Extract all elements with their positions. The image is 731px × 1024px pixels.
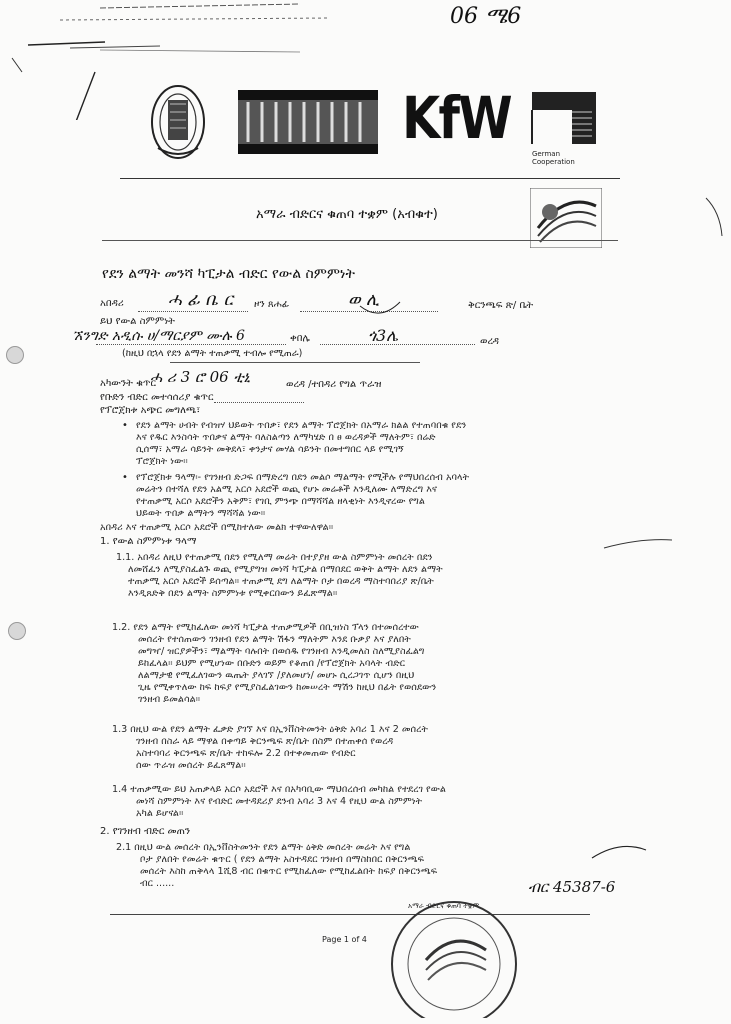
clause-line: አስተባባሪ ቅርንጫፍ ጽ/ቤት ተከፍሎ 2.2 በተቀመጠው የብድር	[136, 748, 356, 759]
group-number-label: የቡድን ብድር መተሳሰሪያ ቁጥር	[100, 392, 214, 403]
clause-line: 1.2. የደን ልማት የሚከፈለው መነሻ ካፒታል ተጠቃሚዎች በቢዝነስ ፕላን በተመሰረተው	[112, 622, 419, 633]
intro-clause: አበዳሪ እና ተጠቃሚ አርሶ አደሮች በሚከተለው መልክ ተዋውለዋል።	[100, 522, 334, 533]
branch-label: ቅርንጫፍ ጽ/ ቤት	[468, 300, 534, 311]
zone-value: ወ ሊ	[348, 290, 380, 310]
project-purpose-label: የፕሮጀክቱ አጭር መግለጫ፣	[100, 405, 201, 416]
clause-line: ገንዘብ ይመልሳል።	[138, 694, 201, 705]
clause-line: ሰው ጥራዝ መሰረት ይፈጸማል።	[136, 760, 246, 771]
kebele-value: ጎ3ሌ	[368, 326, 399, 345]
clause-line: ቦታ ያለበት የመሬት ቁጥር ( የደን ልማት አስተዳደር ገንዘብ በማስከበር በቅርንጫፍ	[140, 854, 424, 865]
bullet-2-line: መሬትን በተሻለ የደን አልሚ አርሶ አደሮች ወጪ የሆኑ መሬቶች እንዲለሙ ለማድረግ እና	[136, 484, 438, 495]
clause-line: 2.1 በዚህ ውል መሰረት በኢንቨስትመንት የደን ልማት ዕቅድ መሰረት መሬት እና የግል	[116, 842, 411, 853]
borrower-label: ይህ የውል ስምምነት	[100, 316, 175, 327]
bullet-2-line: የፕሮጀክቱ ዓላማ፡- የገንዘብ ድጋፍ በማድረግ በደን መልሶ ማልማት የሚችሉ የማህበረሰብ አባላት	[136, 472, 470, 483]
clause-line: መሰረት የተሰጠውን ገንዘብ የደን ልማት ሽፋን ማለትም እንደ ቡቃያ እና ያለበት	[138, 634, 411, 645]
document-title: የደን ልማት መንሻ ካፒታል ብድር የውል ስምምነት	[102, 266, 355, 282]
clause-line: ይከፈላል። ይህም የሚሆነው በቡድን ወይም የቆጠበ /የፕሮጀክት አባላት ብድር	[138, 658, 406, 669]
woreda-label: ወረዳ	[480, 336, 499, 347]
bullet-1-line: የደን ልማት ሀብት የብዝሃ ህይወት ጥበቃ፣ የደን ልማት ፕሮጀክት በአማራ ክልል የተጠባበቁ የደን	[136, 420, 467, 431]
lender-label: አበዳሪ	[100, 298, 124, 309]
footer-page-number: Page 1 of 4	[322, 935, 367, 944]
clause-line: ተጠቃሚ አርሶ አደሮች ይሰጣል። ተጠቃሚ ደግ ለልማት ቦታ በወረዳ ማስተባበሪያ ጽ/ቤት	[128, 576, 434, 587]
handwritten-total: ብር 45387-6	[528, 878, 616, 896]
clause-line: ለልማታዊ የሚፈለገውን ዉጤት ያላገኘ /ያለመሆነ/ መሆኑ ሲረጋገጥ ሲሆን በዚህ	[138, 670, 415, 681]
clause-line: መነሻ ስምምነት እና የብድር መተዳደሪያ ደንብ አባሪ 3 እና 4 የዚህ ውል ስምምነት	[136, 796, 423, 807]
zone-label: ዞን ጸሐፊ	[254, 299, 290, 310]
bullet-2-line: የተጠቃሚ አርሶ አደሮችን አቅም፣ የገቢ ምንጭ በማሻሻል ዘላቂነት እንዲኖረው የግል	[136, 496, 425, 507]
borrower-value: ኧንግድ አዲሱ ሀ/ማርያም ሙሉ 6	[72, 328, 245, 344]
bullet-2-line: ህይወት ጥበቃ ልማትን ማሻሻል ነው።	[136, 508, 266, 519]
clause-line: 1.1. አበዳሪ ለዚህ የተጠቃሚ በደን የሚለማ መሬት በተያያዘ ውል ስምምነት መሰረት በደን	[116, 552, 433, 563]
top-handwritten-number: 06 ሜ6	[450, 4, 522, 29]
clause-line: ለመሸፈን ለሚያስፈልጉ ወጪ የሚያግዝ መነሻ ካፒታል በማበደር ወቅት ልማት ለደን ልማት	[128, 564, 443, 575]
kfw-logo-text: KfW	[402, 84, 511, 152]
bullet-marker: •	[122, 472, 128, 483]
clause-line: አካል ይሆናል።	[136, 808, 184, 819]
clause-line: ብር ......	[140, 878, 175, 889]
bullet-1-line: ሲሰማ፣ አማራ ሳይንት መቅደላ፣ ቀንታና መሃል ሳይንት በመተግበር ላይ የሚገኝ	[136, 444, 404, 455]
clause-line: ጊዜ የሚቀጥለው ከፍ ከፍያ የሚያስፈልገውን ከመሠረት ማሽን ከዚህ በፊት የወሰደውን	[138, 682, 437, 693]
clause-line: 1.3 በዚህ ውል የደን ልማት ፈቃድ ያገኘ እና በኢንቨስትመንት ዕቅድ አባሪ 1 እና 2 መሰረት	[112, 724, 429, 735]
bullet-1-line: ፕሮጀክት ነው።	[136, 456, 188, 467]
account-suffix: ወረዳ /ተበዳሪ የግል ጥራዝ	[286, 379, 382, 390]
official-stamp	[382, 898, 532, 1018]
clause-line: መግዣ/ ዝርያዎችን፣ ማልማት ባሉበት በወሰዱ የገንዘብ እንዲመለስ ስለሚያስፈልግ	[138, 646, 425, 657]
stamp-text: አማራ ብድርና ቁጠባ ተቋም	[408, 902, 480, 910]
clause-line: ገንዘብ በስራ ላይ ማዋል በቀጣይ ቅርንጫፍ ጽ/ቤት በስም በተጠቀሰ የወረዳ	[136, 736, 394, 747]
account-value: ሓ ሪ 3 ሮ 06 ቲኒ	[150, 368, 250, 386]
kebele-label: ቀበሌ	[290, 333, 310, 344]
section-2-title: 2. የገንዘብ ብድር መጠን	[100, 826, 191, 837]
clause-line: 1.4 ተጠቃሚው ይህ አጠቃላይ አርሶ አደሮች እና በአካባቢው ማህበረሰብ መካከል የተደረገ የውል	[112, 784, 447, 795]
field-note: (ከዚህ በኋላ የደን ልማት ተጠቃሚ ተብሎ የሚጠራ)	[122, 348, 303, 359]
organization-title: አማራ ብድርና ቁጠባ ተቋም (አብቁተ)	[256, 207, 438, 222]
clause-line: መሰረት እስከ ጠቅላላ 1ሺ8 ብር በቁጥር የሚከፈለው የሚከፈልበት ከፍያ በቅርንጫፍ	[140, 866, 438, 877]
lender-value: ሓ ፊ ቤ ር	[168, 290, 233, 310]
account-label: አካውንት ቁጥር	[100, 378, 157, 389]
bullet-marker: •	[122, 420, 128, 431]
german-cooperation-text: German Cooperation	[532, 150, 575, 166]
bullet-1-line: እና የዱር እንስሳት ጥበቃና ልማት ባለስልጣን ለማካሄድ በ ፀ ወረዳዎች ማለትም፣ በሬድ	[136, 432, 436, 443]
clause-line: እንዲጸድቅ በደን ልማት ስምምነቱ የሚቀርበውን ይፈጽማል።	[128, 588, 338, 599]
section-1-title: 1. የውል ስምምነቱ ዓላማ	[100, 536, 197, 547]
